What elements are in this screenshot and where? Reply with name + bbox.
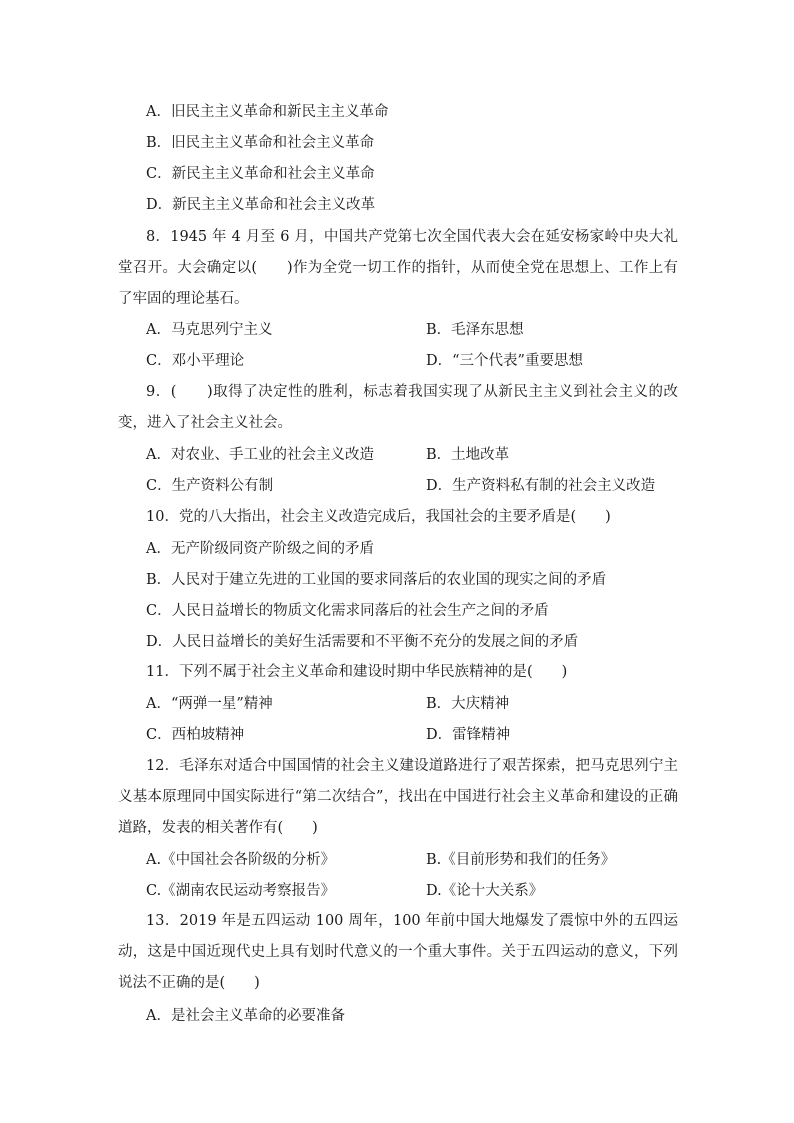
option-c: C．新民主主义革命和社会主义革命 <box>146 166 375 182</box>
q12-option-d: D.《论十大关系》 <box>426 883 544 899</box>
q11-option-b: B．大庆精神 <box>426 696 510 712</box>
question-8-stem: 8．1945 年 4 月至 6 月，中国共产党第七次全国代表大会在延安杨家岭中央大礼堂召开。大会确定以( )作为全党一切工作的指针，从而使全党在思想上、工作上有了牢固的理论基石。 <box>118 229 678 307</box>
q9-option-a: A．对农业、手工业的社会主义改造 <box>146 447 374 463</box>
q10-option-d: D．人民日益增长的美好生活需要和不平衡不充分的发展之间的矛盾 <box>146 634 579 650</box>
q8-option-a: A．马克思列宁主义 <box>146 322 273 338</box>
q8-option-d: D．“三个代表”重要思想 <box>426 353 583 369</box>
question-13-stem: 13．2019 年是五四运动 100 周年，100 年前中国大地爆发了震惊中外的五四运动，这是中国近现代史上具有划时代意义的一个重大事件。关于五四运动的意义，下列说法不正确的是( ) <box>118 913 678 991</box>
q11-option-a: A．“两弹一星”精神 <box>146 696 273 712</box>
q13-option-a: A．是社会主义革命的必要准备 <box>146 1008 345 1024</box>
q8-option-b: B．毛泽东思想 <box>426 322 524 338</box>
q12-option-c: C.《湖南农民运动考察报告》 <box>146 883 336 899</box>
q10-option-b: B．人民对于建立先进的工业国的要求同落后的农业国的现实之间的矛盾 <box>146 572 607 588</box>
q11-option-d: D．雷锋精神 <box>426 727 511 743</box>
question-10-stem: 10．党的八大指出，社会主义改造完成后，我国社会的主要矛盾是( ) <box>146 509 611 525</box>
question-12-stem: 12．毛泽东对适合中国国情的社会主义建设道路进行了艰苦探索，把马克思列宁主义基本原理同中国实际进行“第二次结合”，找出在中国进行社会主义革命和建设的正确道路，发表的相关著作有( ) <box>118 758 678 836</box>
option-a: A．旧民主主义革命和新民主主义革命 <box>146 104 389 120</box>
question-11-stem: 11．下列不属于社会主义革命和建设时期中华民族精神的是( ) <box>146 664 568 680</box>
q11-option-c: C．西柏坡精神 <box>146 727 245 743</box>
option-b: B．旧民主主义革命和社会主义革命 <box>146 135 375 151</box>
q9-option-d: D．生产资料私有制的社会主义改造 <box>426 478 656 494</box>
q8-option-c: C．邓小平理论 <box>146 353 245 369</box>
q12-option-b: B.《目前形势和我们的任务》 <box>426 852 616 868</box>
q9-option-b: B．土地改革 <box>426 447 510 463</box>
question-9-stem: 9．( )取得了决定性的胜利，标志着我国实现了从新民主主义到社会主义的改变，进入了社会主义社会。 <box>118 384 678 431</box>
q10-option-c: C．人民日益增长的物质文化需求同落后的社会生产之间的矛盾 <box>146 603 549 619</box>
q12-option-a: A.《中国社会各阶级的分析》 <box>146 852 336 868</box>
q10-option-a: A．无产阶级同资产阶级之间的矛盾 <box>146 541 374 557</box>
option-d: D．新民主主义革命和社会主义改革 <box>146 197 376 213</box>
q9-option-c: C．生产资料公有制 <box>146 478 274 494</box>
